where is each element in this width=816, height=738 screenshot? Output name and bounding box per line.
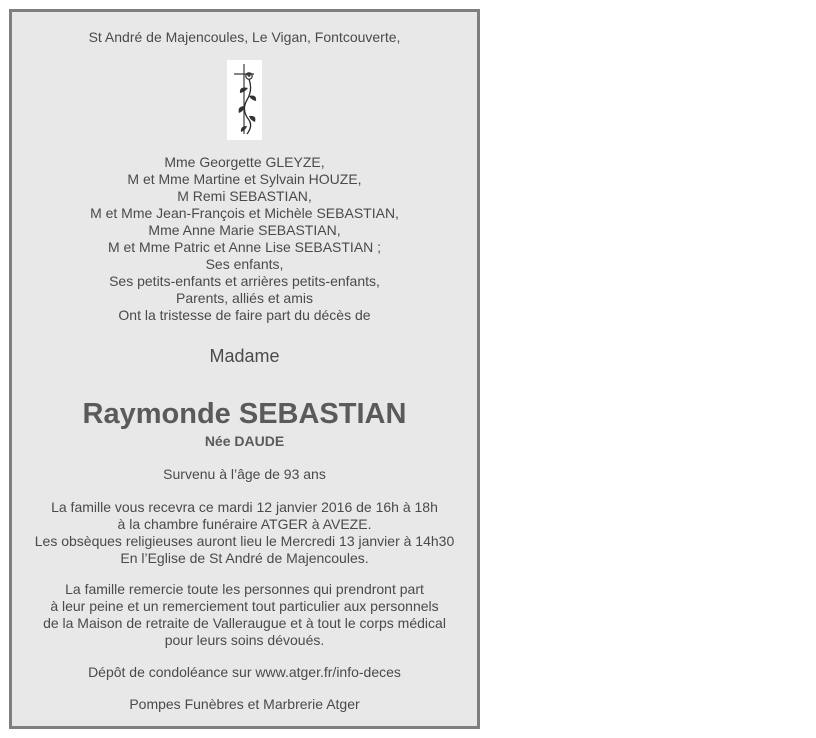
family-line: Ses enfants, [205, 256, 284, 272]
family-line: Parents, alliés et amis [176, 290, 313, 306]
family-line: Ont la tristesse de faire part du décès de [118, 307, 371, 323]
arrangements-line: Les obsèques religieuses auront lieu le Mercredi 13 janvier à 14h30 [34, 533, 455, 549]
arrangements-line: La famille vous recevra ce mardi 12 janvier 2016 de 16h à 18h [51, 499, 438, 515]
thanks-line: La famille remercie toute les personnes qui prendront part [65, 581, 424, 597]
thanks-line: à leur peine et un remerciement tout particulier aux personnels [50, 598, 439, 614]
arrangements-line: à la chambre funéraire ATGER à AVEZE. [117, 516, 372, 532]
deceased-name: Raymonde SEBASTIAN [82, 398, 407, 430]
arrangements-line: En l’Eglise de St André de Majencoules. [120, 550, 369, 566]
family-line: M et Mme Martine et Sylvain HOUZE, [127, 171, 362, 187]
age-line: Survenu à l’âge de 93 ans [163, 466, 326, 482]
thanks-line: pour leurs soins dévoués. [164, 632, 325, 648]
cross-with-rose-icon [227, 60, 262, 140]
family-line: M et Mme Jean-François et Michèle SEBASTIAN, [90, 205, 399, 221]
obituary-notice [9, 9, 480, 729]
condolences-line: Dépôt de condoléance sur www.atger.fr/info-deces [88, 664, 401, 680]
family-line: Mme Anne Marie SEBASTIAN, [148, 222, 341, 238]
locality-line: St André de Majencoules, Le Vigan, Fontcouverte, [88, 29, 401, 45]
family-line: M Remi SEBASTIAN, [177, 188, 312, 204]
thanks-line: de la Maison de retraite de Valleraugue et à tout le corps médical [43, 615, 446, 631]
maiden-name: Née DAUDE [204, 433, 285, 449]
family-line: Ses petits-enfants et arrières petits-enfants, [109, 273, 380, 289]
funeral-home-line: Pompes Funèbres et Marbrerie Atger [129, 696, 360, 712]
family-line: Mme Georgette GLEYZE, [164, 154, 325, 170]
family-line: M et Mme Patric et Anne Lise SEBASTIAN ; [107, 239, 382, 255]
title-madame: Madame [209, 346, 280, 366]
